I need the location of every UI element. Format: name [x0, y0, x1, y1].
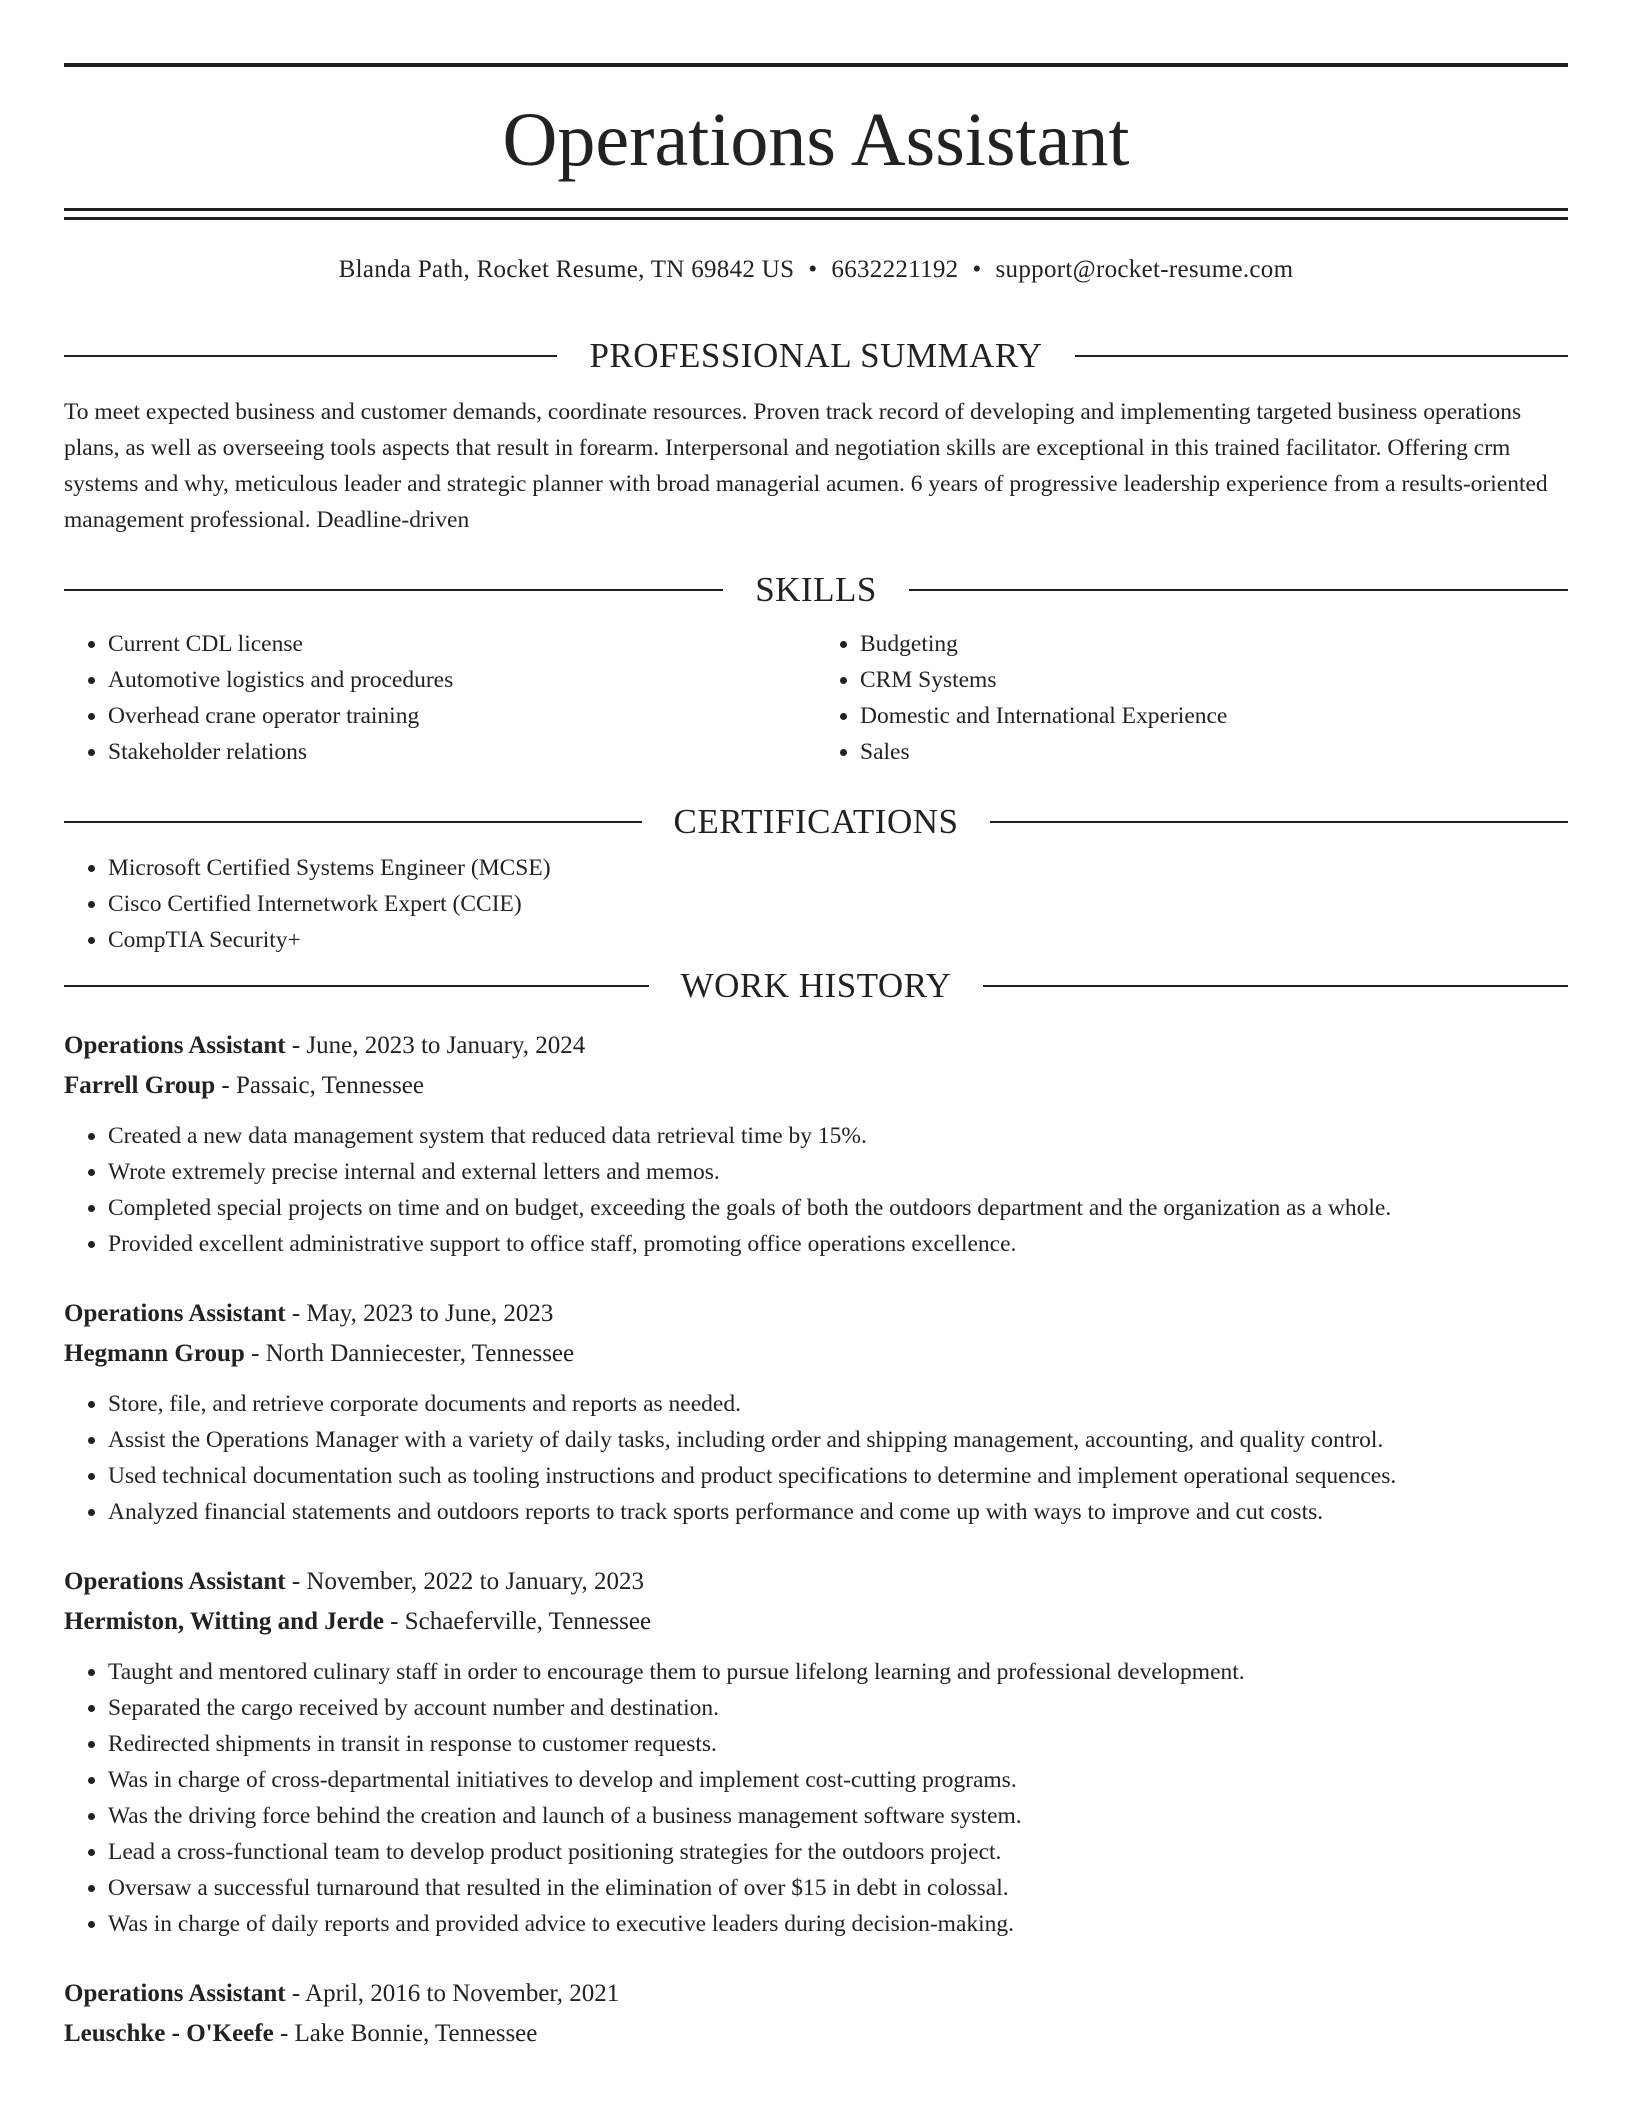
skill-item: • Domestic and International Experience	[860, 698, 1568, 734]
skills-column-left	[64, 626, 816, 770]
heading-rule-left	[64, 821, 642, 823]
skill-item: • Automotive logistics and procedures	[108, 662, 816, 698]
job-dash: -	[383, 1608, 405, 1635]
job-bullets	[64, 1654, 1568, 1942]
job-bullet: • Provided excellent administrative support to office staff, promoting office operations excellence.	[108, 1226, 1568, 1262]
resume-title: Operations Assistant	[502, 98, 1130, 182]
contact-address: Blanda Path, Rocket Resume, TN 69842 US	[338, 256, 795, 283]
heading-rule-left	[64, 589, 723, 591]
work-history-section	[64, 958, 1568, 2054]
job-title-line	[64, 1294, 1568, 1334]
job-bullet: • Was in charge of daily reports and provided advice to executive leaders during decision-making.	[108, 1906, 1568, 1942]
job-bullet: • Used technical documentation such as tooling instructions and product specifications to determine and implement operational sequences.	[108, 1458, 1568, 1494]
certifications-heading: CERTIFICATIONS	[673, 802, 959, 841]
job-entry	[64, 1026, 1568, 1262]
top-rule	[64, 63, 1568, 67]
job-company: Hegmann Group	[64, 1340, 245, 1367]
job-bullet: • Analyzed financial statements and outdoors reports to track sports performance and come up with ways to improve and cut costs.	[108, 1494, 1568, 1530]
job-dash: -	[285, 1568, 307, 1595]
job-dates: April, 2016 to November, 2021	[305, 1980, 620, 2007]
heading-rule-right	[909, 589, 1568, 591]
certification-item: • Cisco Certified Internetwork Expert (CCIE)	[108, 886, 1568, 922]
section-heading	[64, 794, 1568, 850]
skill-item: • Budgeting	[860, 626, 1568, 662]
job-company: Leuschke - O'Keefe	[64, 2020, 274, 2047]
skill-item: • Sales	[860, 734, 1568, 770]
skills-section	[64, 562, 1568, 770]
section-heading	[64, 328, 1568, 384]
certifications-section	[64, 794, 1568, 958]
job-entry	[64, 1974, 1568, 2054]
job-bullet: • Redirected shipments in transit in response to customer requests.	[108, 1726, 1568, 1762]
job-dash: -	[273, 2020, 295, 2047]
skills-heading: SKILLS	[755, 570, 877, 609]
title-double-rule	[64, 208, 1568, 220]
certification-item: • Microsoft Certified Systems Engineer (MCSE)	[108, 850, 1568, 886]
job-dash: -	[285, 1300, 307, 1327]
job-bullet: • Taught and mentored culinary staff in order to encourage them to pursue lifelong learning and professional development.	[108, 1654, 1568, 1690]
job-company-line	[64, 1334, 1568, 1374]
job-bullets	[64, 1386, 1568, 1530]
job-title-line	[64, 1026, 1568, 1066]
contact-line	[64, 252, 1568, 288]
job-company-line	[64, 2014, 1568, 2054]
job-entry	[64, 1562, 1568, 1942]
summary-text: To meet expected business and customer demands, coordinate resources. Proven track record of developing and implementing targeted business operations plans, as well as overseeing tools aspects that result in forearm. Interpersonal and negotiation skills are exceptional in this trained facilitator. Offering crm systems and why, meticulous leader and strategic planner with broad managerial acumen. 6 years of progressive leadership experience from a results-oriented management professional. Deadline-driven	[64, 399, 1548, 533]
heading-rule-right	[983, 985, 1568, 987]
job-title: Operations Assistant	[64, 1568, 286, 1595]
job-title: Operations Assistant	[64, 1032, 286, 1059]
job-dash: -	[285, 1032, 307, 1059]
section-heading	[64, 958, 1568, 1014]
job-bullets	[64, 1118, 1568, 1262]
contact-separator: •	[808, 256, 818, 283]
contact-phone: 6632221192	[831, 256, 959, 283]
job-company: Hermiston, Witting and Jerde	[64, 1608, 384, 1635]
job-dash: -	[244, 1340, 266, 1367]
skill-item: • Stakeholder relations	[108, 734, 816, 770]
job-entry	[64, 1294, 1568, 1530]
job-bullet: • Wrote extremely precise internal and external letters and memos.	[108, 1154, 1568, 1190]
heading-rule-left	[64, 355, 557, 357]
job-dates: May, 2023 to June, 2023	[306, 1300, 554, 1327]
skill-item: • Current CDL license	[108, 626, 816, 662]
job-bullet: • Assist the Operations Manager with a variety of daily tasks, including order and shipping management, accounting, and quality control.	[108, 1422, 1568, 1458]
skill-item: • Overhead crane operator training	[108, 698, 816, 734]
skills-list-right	[816, 626, 1568, 770]
skill-item: • CRM Systems	[860, 662, 1568, 698]
heading-rule-right	[1075, 355, 1568, 357]
summary-section	[64, 328, 1568, 538]
section-heading	[64, 562, 1568, 618]
job-bullet: • Store, file, and retrieve corporate documents and reports as needed.	[108, 1386, 1568, 1422]
certifications-list	[64, 850, 1568, 958]
job-title-line	[64, 1562, 1568, 1602]
job-location: Lake Bonnie, Tennessee	[294, 2020, 538, 2047]
skills-column-right	[816, 626, 1568, 770]
job-title: Operations Assistant	[64, 1980, 286, 2007]
job-dash: -	[215, 1072, 236, 1099]
job-location: Passaic, Tennessee	[235, 1072, 424, 1099]
job-location: North Danniecester, Tennessee	[265, 1340, 575, 1367]
skills-grid	[64, 626, 1568, 770]
certification-item: • CompTIA Security+	[108, 922, 1568, 958]
job-bullet: • Created a new data management system that reduced data retrieval time by 15%.	[108, 1118, 1568, 1154]
job-bullet: • Lead a cross-functional team to develop product positioning strategies for the outdoors project.	[108, 1834, 1568, 1870]
summary-heading: PROFESSIONAL SUMMARY	[589, 336, 1043, 375]
job-bullet: • Was the driving force behind the creation and launch of a business management software system.	[108, 1798, 1568, 1834]
job-title: Operations Assistant	[64, 1300, 286, 1327]
skills-list-left	[64, 626, 816, 770]
job-bullet: • Was in charge of cross-departmental initiatives to develop and implement cost-cutting programs.	[108, 1762, 1568, 1798]
job-company: Farrell Group	[64, 1072, 216, 1099]
contact-separator: •	[972, 256, 982, 283]
job-title-line	[64, 1974, 1568, 2014]
job-bullet: • Completed special projects on time and on budget, exceeding the goals of both the outdoors department and the organization as a whole.	[108, 1190, 1568, 1226]
resume-content	[64, 328, 1568, 2054]
job-company-line	[64, 1602, 1568, 1642]
heading-rule-left	[64, 985, 649, 987]
contact-email: support@rocket-resume.com	[995, 256, 1294, 283]
job-location: Schaeferville, Tennessee	[404, 1608, 652, 1635]
job-bullet: • Separated the cargo received by account number and destination.	[108, 1690, 1568, 1726]
job-dates: June, 2023 to January, 2024	[306, 1032, 586, 1059]
job-dates: November, 2022 to January, 2023	[306, 1568, 644, 1595]
job-dash: -	[285, 1980, 306, 2007]
work-history-heading: WORK HISTORY	[680, 966, 952, 1005]
job-bullet: • Oversaw a successful turnaround that resulted in the elimination of over $15 in debt in colossal.	[108, 1870, 1568, 1906]
heading-rule-right	[990, 821, 1568, 823]
job-company-line	[64, 1066, 1568, 1106]
